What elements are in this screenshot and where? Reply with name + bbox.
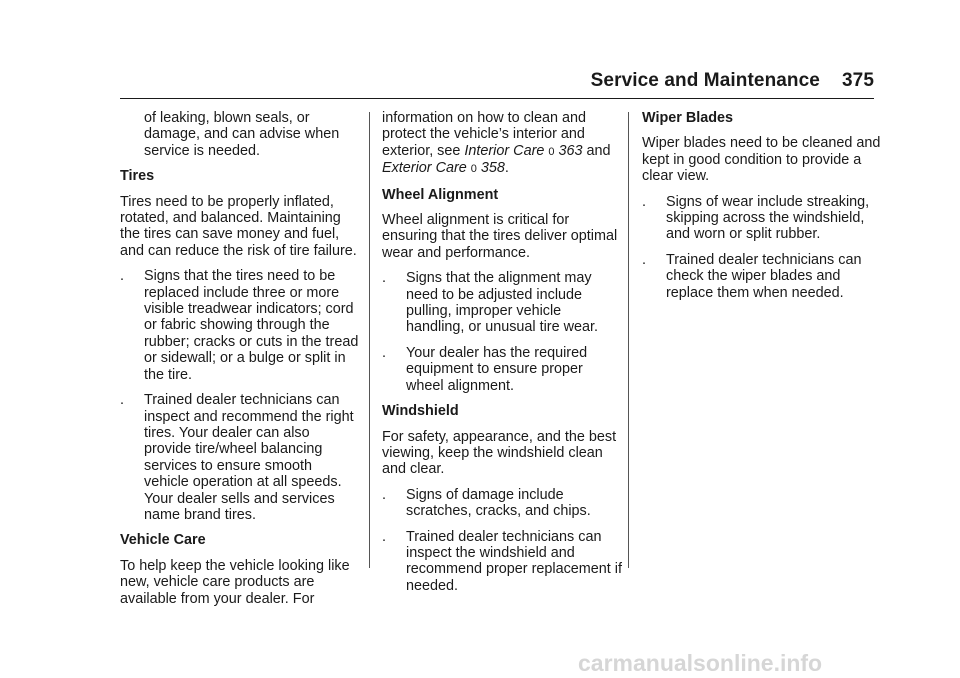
link-page: 363	[558, 142, 583, 159]
wiper-blades-intro: Wiper blades need to be cleaned and kept in good condition to provide a clear view.	[642, 135, 881, 185]
list-item	[120, 392, 360, 523]
period: .	[504, 160, 509, 177]
list-item-text: Signs that the alignment may need to be adjusted include pulling, improper vehicle handling, or unusual tire wear.	[406, 270, 598, 336]
page-number: 375	[841, 70, 874, 91]
continued-text-body: information on how to clean and protect the vehicle’s interior and exterior, see	[382, 110, 586, 159]
page-ref-arrow-icon: 0	[548, 145, 555, 158]
tires-heading: Tires	[120, 168, 155, 185]
wheel-alignment-heading: Wheel Alignment	[382, 186, 499, 203]
list-item-text: Signs of wear include streaking, skipping across the windshield, and worn or split rubber.	[666, 193, 870, 243]
header-rule	[120, 98, 874, 99]
bullet-mark: .	[642, 251, 646, 268]
tires-intro: Tires need to be properly inflated, rotated, and balanced. Maintaining the tires can save money and fuel, and can reduce the risk of tire failure.	[120, 193, 357, 259]
column-3	[642, 110, 882, 310]
list-item-text: Trained dealer technicians can check the wiper blades and replace them when needed.	[666, 251, 862, 301]
column-divider	[628, 112, 629, 568]
column-1	[120, 110, 360, 616]
list-item	[382, 270, 622, 336]
link-text: Interior Care	[464, 142, 545, 159]
vehicle-care-intro: To help keep the vehicle looking like new, vehicle care products are available from your dealer. For	[120, 557, 350, 607]
bullet-mark: .	[642, 193, 646, 210]
exterior-care-link[interactable]	[382, 160, 505, 176]
continued-text: of leaking, blown seals, or damage, and can advise when service is needed.	[144, 110, 340, 159]
column-divider	[369, 112, 370, 568]
bullet-mark: .	[120, 268, 124, 285]
list-item	[382, 529, 622, 595]
list-item-text: Your dealer has the required equipment to ensure proper wheel alignment.	[406, 344, 588, 394]
list-item-text: Trained dealer technicians can inspect and recommend the right tires. Your dealer can also provide tire/wheel balancing services to ensure smooth vehicle operation at all speeds. Your dealer sells and services name brand tires.	[144, 392, 354, 523]
vehicle-care-heading: Vehicle Care	[120, 532, 206, 549]
bullet-mark: .	[382, 528, 386, 545]
wheel-alignment-intro: Wheel alignment is critical for ensuring that the tires deliver optimal wear and performance.	[382, 212, 618, 261]
windshield-intro: For safety, appearance, and the best viewing, keep the windshield clean and clear.	[382, 428, 617, 478]
list-item	[382, 487, 622, 520]
wiper-blades-heading: Wiper Blades	[642, 110, 734, 126]
list-item-text: Signs that the tires need to be replaced include three or more visible treadwear indicators; cord or fabric showing through the rubber; cracks or cuts in the tread or sidewall; or a bulge or split in the tire.	[144, 268, 359, 383]
interior-care-link[interactable]	[464, 143, 582, 159]
list-item	[642, 194, 882, 243]
list-item	[382, 345, 622, 394]
conjunction: and	[586, 142, 611, 159]
bullet-mark: .	[382, 270, 386, 287]
list-item	[120, 268, 360, 383]
watermark: carmanualsonline.info	[578, 650, 823, 676]
windshield-heading: Windshield	[382, 403, 459, 420]
link-page: 358	[480, 160, 505, 177]
page-ref-arrow-icon: 0	[470, 163, 477, 176]
bullet-mark: .	[382, 344, 386, 361]
list-item	[642, 252, 882, 301]
section-title: Service and Maintenance	[590, 70, 820, 91]
bullet-mark: .	[120, 392, 124, 409]
bullet-mark: .	[382, 486, 386, 503]
continued-text	[382, 110, 622, 178]
list-item-text: Trained dealer technicians can inspect the windshield and recommend proper replacement if needed.	[406, 528, 622, 594]
link-text: Exterior Care	[382, 160, 467, 177]
column-2	[382, 110, 622, 603]
page-header	[591, 70, 874, 92]
list-item-text: Signs of damage include scratches, cracks, and chips.	[406, 486, 591, 520]
